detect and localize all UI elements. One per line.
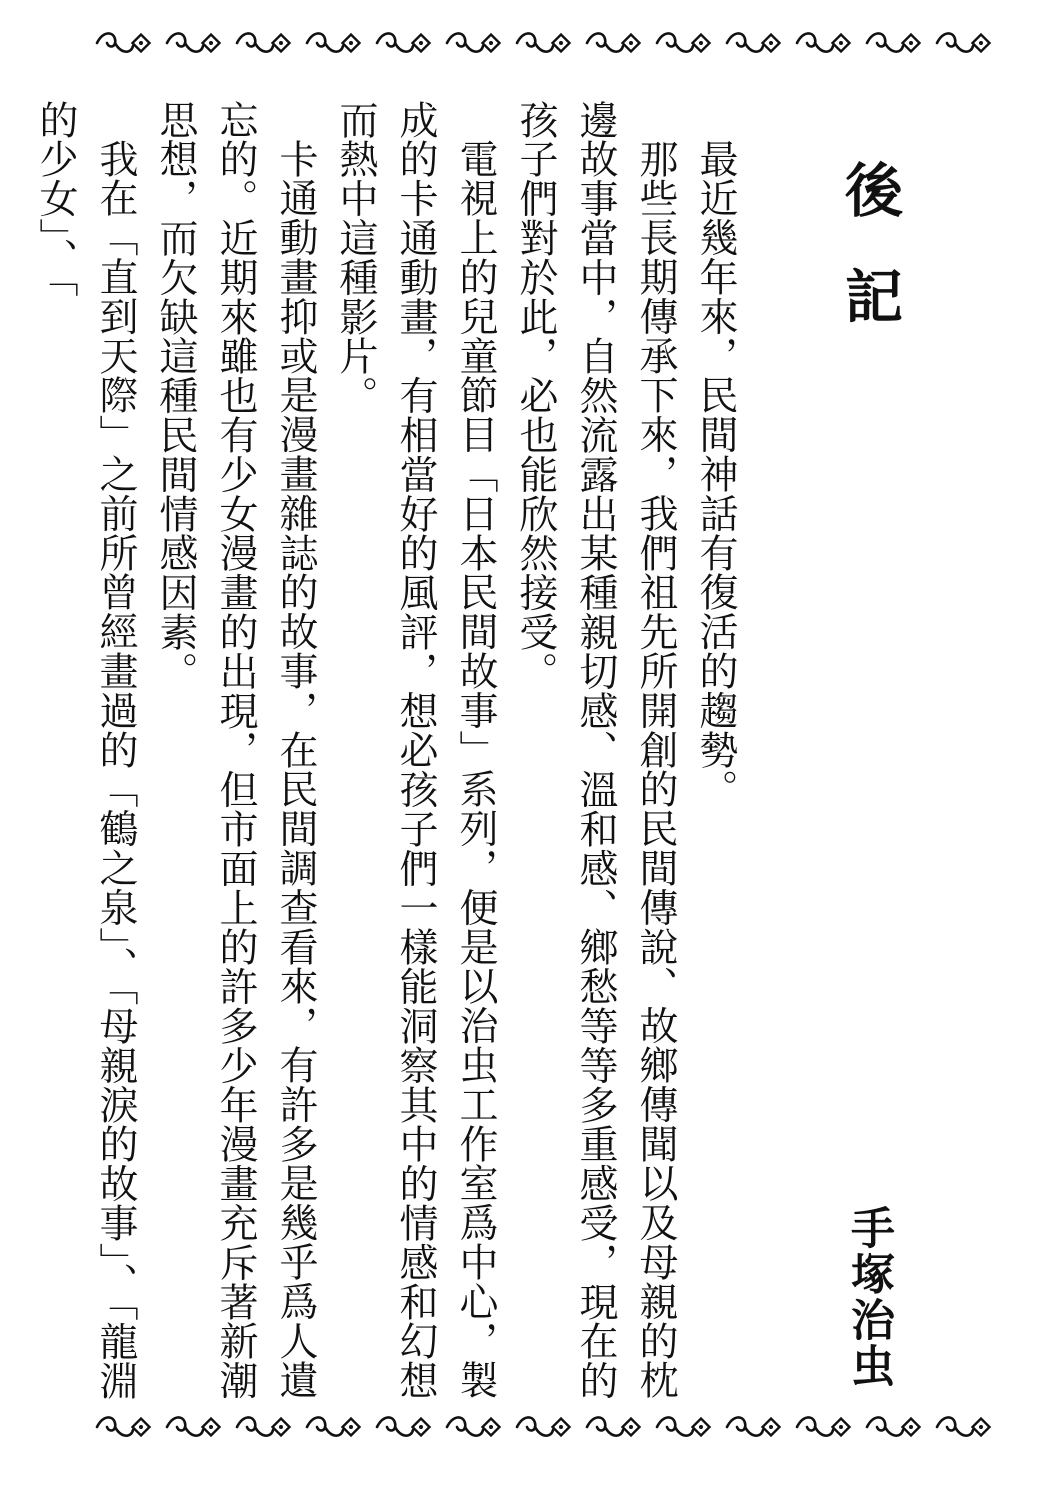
afterword-text [25, 100, 745, 1410]
paragraph-3: 電視上的兒童節目「日本民間故事」系列，便是以治虫工作室爲中心，製成的卡通動畫，有相當好的風評，想必孩子們一樣能洞察其中的情感和幻想而熱中這種影片。 [333, 100, 498, 1401]
paragraph-4: 卡通動畫抑或是漫畫雜誌的故事，在民間調查看來，有許多是幾乎爲人遺忘的。近期來雖也有少女漫畫的出現，但市面上的許多少年漫畫充斥著新潮思想，而欠缺這種民間情感因素。 [153, 100, 318, 1401]
page-title: 後記 [835, 160, 903, 372]
top-ornamental-border [95, 28, 1010, 58]
paragraph-2: 那些長期傳承下來，我們祖先所開創的民間傳說、故鄉傳聞以及母親的枕邊故事當中，自然流露出某種親切感、溫和感、鄉愁等等多重感受，現在的孩子們對於此，必也能欣然接受。 [513, 100, 678, 1401]
paragraph-1: 最近幾年來，民間神話有復活的趨勢。 [693, 139, 738, 809]
author-name: 手塚治虫 [843, 1205, 894, 1389]
bottom-ornamental-border [95, 1412, 1010, 1442]
paragraph-5: 我在「直到天際」之前所曾經畫過的「鶴之泉」、「母親淚的故事」、「龍淵的少女」、「 [33, 100, 138, 1401]
